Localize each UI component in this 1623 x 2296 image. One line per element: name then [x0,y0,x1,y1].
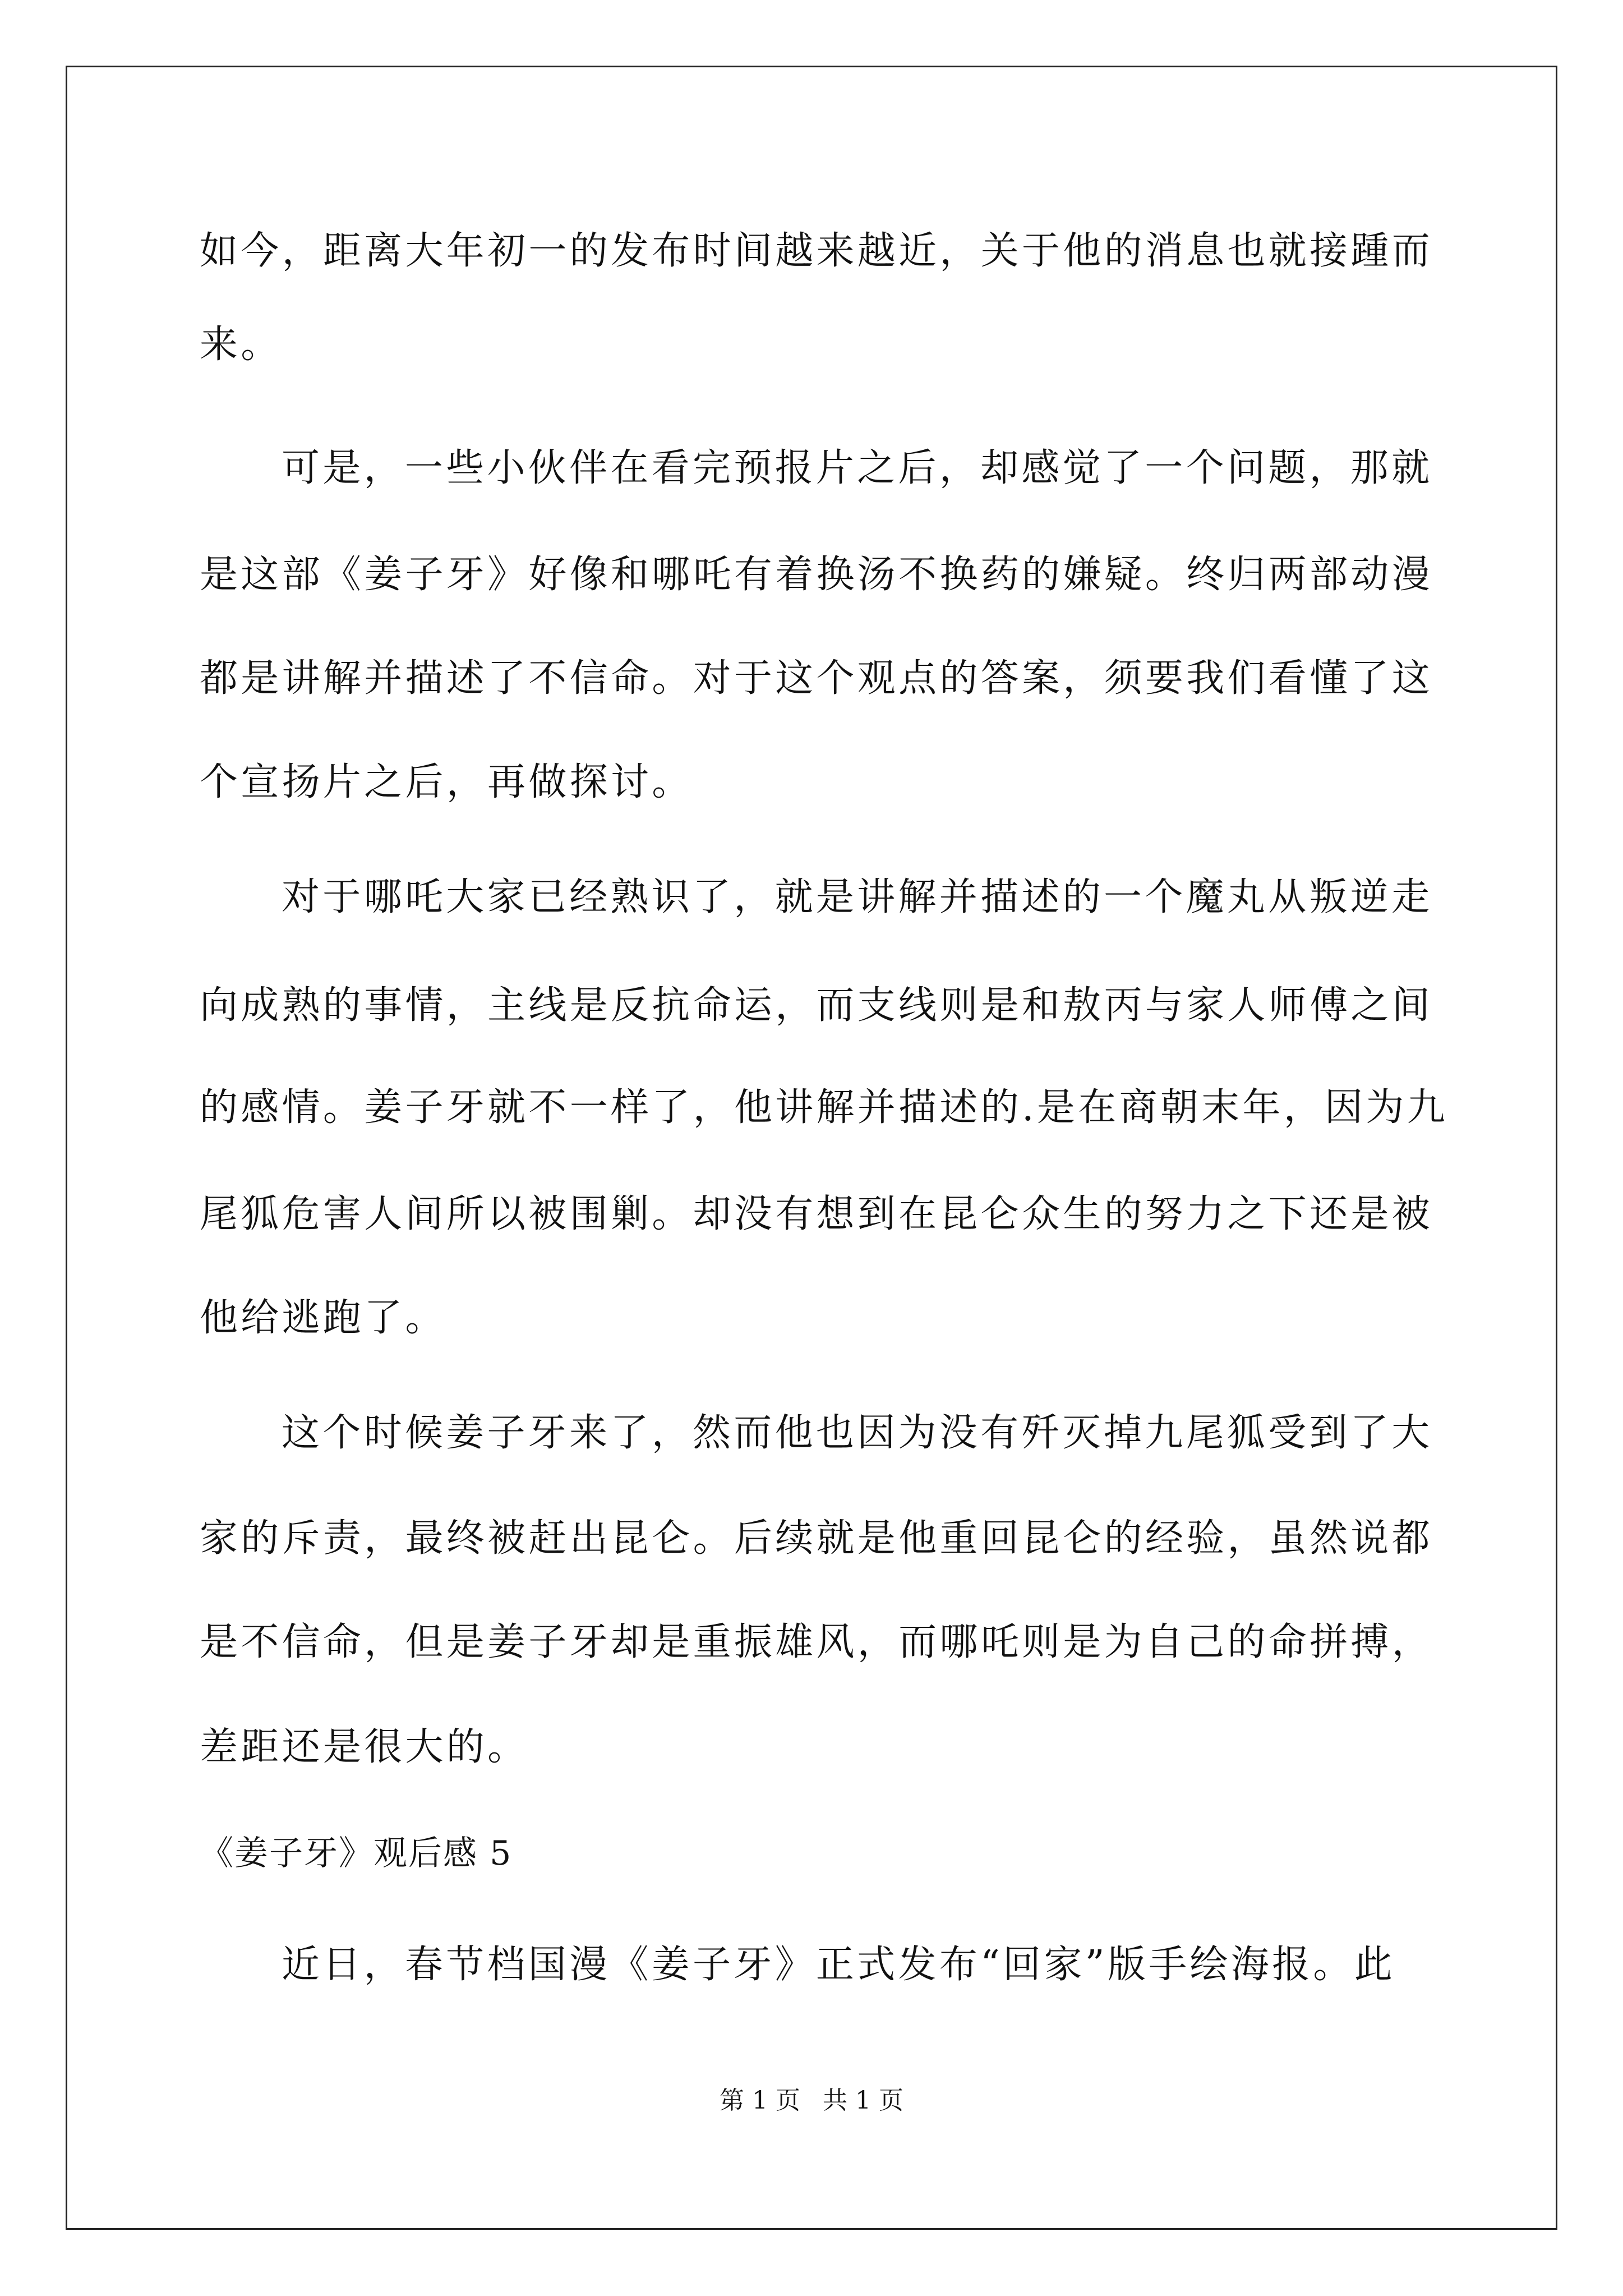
page-total: 共 1 页 [823,2086,903,2115]
text-line: 是这部《姜子牙》好像和哪吒有着换汤不换药的嫌疑。终归两部动漫 [200,553,1433,597]
text-line: 这个时候姜子牙来了，然而他也因为没有歼灭掉九尾狐受到了大 [282,1411,1433,1455]
text-line: 如今，距离大年初一的发布时间越来越近，关于他的消息也就接踵而 [200,229,1433,273]
page-footer [0,2087,1623,2115]
text-line: 差距还是很大的。 [200,1725,529,1769]
text-line: 他给逃跑了。 [200,1296,446,1340]
text-line: 对于哪吒大家已经熟识了，就是讲解并描述的一个魔丸从叛逆走 [282,875,1433,919]
text-line: 是不信命，但是姜子牙却是重振雄风，而哪吒则是为自己的命拼搏， [200,1620,1433,1664]
text-line: 家的斥责，最终被赶出昆仑。后续就是他重回昆仑的经验，虽然说都 [200,1516,1433,1561]
text-line: 近日，春节档国漫《姜子牙》正式发布“回家”版手绘海报。此 [282,1943,1395,1987]
text-line: 都是讲解并描述了不信命。对于这个观点的答案，须要我们看懂了这 [200,656,1433,701]
text-line: 来。 [200,323,282,367]
page-border [66,66,1557,2230]
text-line: 的感情。姜子牙就不一样了，他讲解并描述的.是在商朝末年，因为九 [200,1085,1448,1130]
text-line: 个宣扬片之后，再做探讨。 [200,760,693,804]
section-heading: 《姜子牙》观后感 5 [200,1834,513,1873]
text-line: 尾狐危害人间所以被围剿。却没有想到在昆仑众生的努力之下还是被 [200,1192,1433,1236]
text-line: 可是，一些小伙伴在看完预报片之后，却感觉了一个问题，那就 [282,446,1433,490]
page-number: 第 1 页 [720,2086,800,2115]
text-line: 向成熟的事情，主线是反抗命运，而支线则是和敖丙与家人师傅之间 [200,983,1433,1028]
